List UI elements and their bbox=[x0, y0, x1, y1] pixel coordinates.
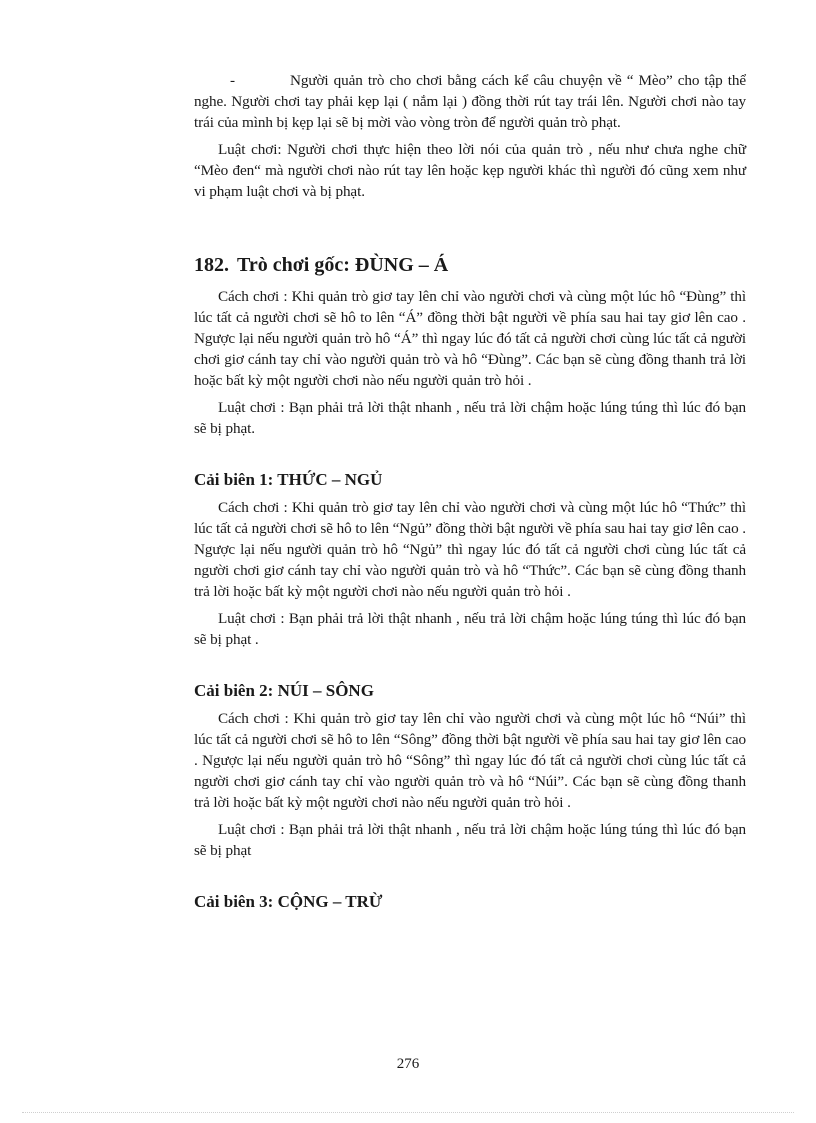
section-182-paragraph-2: Luật chơi : Bạn phải trả lời thật nhanh , nếu trả lời chậm hoặc lúng túng thì lúc đó bạn sẽ bị phạt. bbox=[194, 399, 746, 437]
section-number: 182. bbox=[194, 254, 229, 276]
intro-paragraph-2: Luật chơi: Người chơi thực hiện theo lời nói của quản trò , nếu như chưa nghe chữ “Mèo đen“ mà người chơi nào rút tay lên hoặc kẹp người khác thì người đó cũng xem như vi phạm luật chơi và bị phạt. bbox=[194, 141, 746, 200]
section-182-paragraph-1: Cách chơi : Khi quản trò giơ tay lên chỉ vào người chơi và cùng một lúc hô “Đùng” thì lúc tất cả người chơi sẽ hô to lên “Á” đồng thời bật người về phía sau hai tay giơ lên cao . Ngược lại nếu người quản trò hô “Á” thì ngay lúc đó tất cả người chơi cùng lúc tất cả người chơi giơ cánh tay chỉ vào người quản trò và hô “Đùng”. Các bạn sẽ cùng đồng thanh trả lời hoặc bất kỳ một người chơi nào nếu người quản trò hỏi . bbox=[194, 288, 746, 389]
page-number: 276 bbox=[396, 1056, 420, 1072]
variant-2-paragraph-2: Luật chơi : Bạn phải trả lời thật nhanh , nếu trả lời chậm hoặc lúng túng thì lúc đó bạn sẽ bị phạt bbox=[194, 821, 746, 859]
variant-1-paragraph-1: Cách chơi : Khi quản trò giơ tay lên chỉ vào người chơi và cùng một lúc hô “Thức” thì lúc tất cả người chơi sẽ hô to lên “Ngủ” đồng thời bật người về phía sau hai tay giơ lên cao . Ngược lại nếu người quản trò hô “Ngủ” thì ngay lúc đó tất cả người chơi cùng lúc tất cả người chơi giơ cánh tay chỉ vào người quản trò và hô “Thức”. Các bạn sẽ cùng đồng thanh trả lời hoặc bất kỳ một người chơi nào nếu người quản trò hỏi . bbox=[194, 499, 746, 600]
variant-1-heading: Cải biên 1: THỨC – NGỦ bbox=[194, 470, 383, 489]
list-dash: - bbox=[230, 72, 235, 89]
document-page bbox=[194, 70, 746, 919]
variant-2-paragraph-1: Cách chơi : Khi quản trò giơ tay lên chỉ vào người chơi và cùng một lúc hô “Núi” thì lúc tất cả người chơi sẽ hô to lên “Sông” đồng thời bật người về phía sau hai tay giơ lên cao . Ngược lại nếu người quản trò hô “Sông” thì ngay lúc đó tất cả người chơi cùng lúc tất cả người chơi giơ cánh tay chỉ vào người quản trò và hô “Núi”. Các bạn sẽ cùng đồng thanh trả lời hoặc bất kỳ một người chơi nào nếu người quản trò hỏi . bbox=[194, 710, 746, 811]
footer-divider bbox=[22, 1112, 794, 1113]
intro-paragraph-1-text: Người quản trò cho chơi bằng cách kể câu chuyện về “ Mèo” cho tập thể nghe. Người chơi tay phải kẹp lại ( nắm lại ) đồng thời rút tay trái lên. Người chơi nào tay trái của mình bị kẹp lại sẽ bị mời vào vòng tròn để người quản trò phạt. bbox=[194, 72, 746, 131]
variant-1-paragraph-2: Luật chơi : Bạn phải trả lời thật nhanh , nếu trả lời chậm hoặc lúng túng thì lúc đó bạn sẽ bị phạt . bbox=[194, 610, 746, 648]
intro-paragraph-1 bbox=[194, 70, 746, 133]
variant-3-heading: Cải biên 3: CỘNG – TRỪ bbox=[194, 892, 383, 911]
section-title: Trò chơi gốc: ĐÙNG – Á bbox=[237, 254, 449, 276]
variant-2-heading: Cải biên 2: NÚI – SÔNG bbox=[194, 681, 374, 700]
section-182-heading bbox=[194, 252, 746, 278]
